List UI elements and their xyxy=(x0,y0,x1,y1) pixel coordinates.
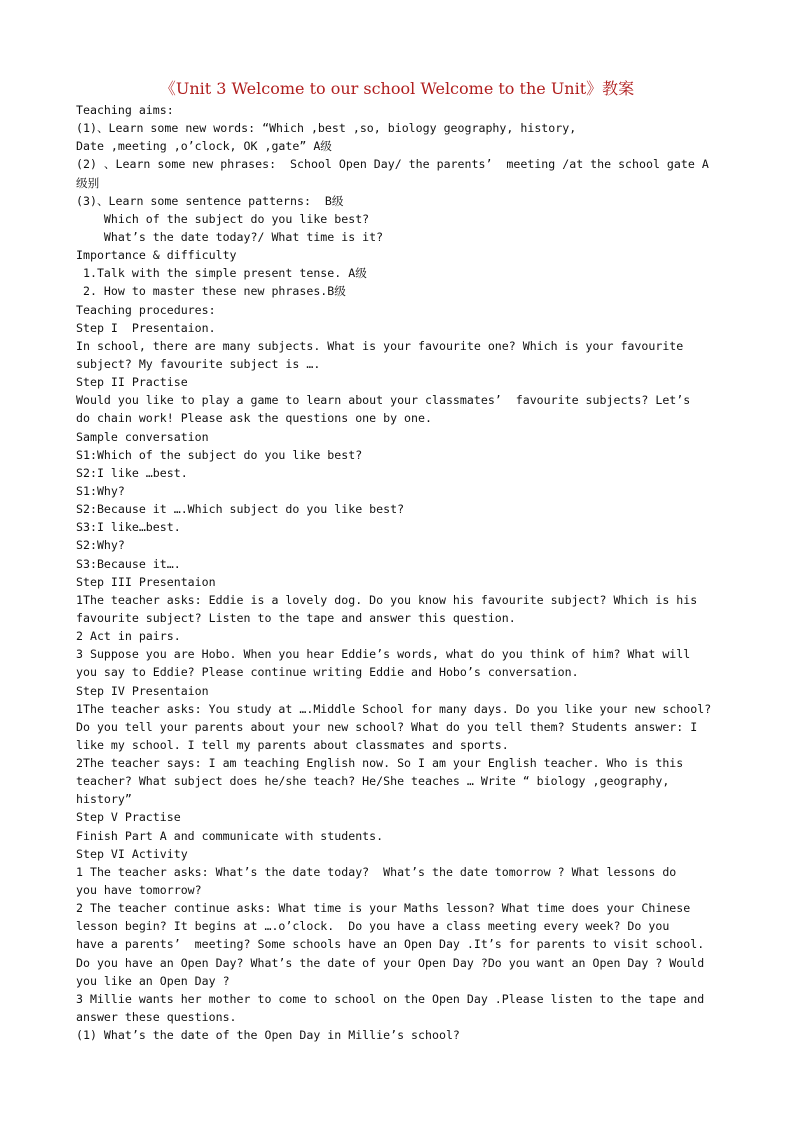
text-line: S2:Why? xyxy=(76,538,125,553)
text-line: Step III Presentaion xyxy=(76,574,216,589)
text-line: Finish Part A and communicate with students. xyxy=(76,828,384,843)
text-line: S3:I like…best. xyxy=(76,520,181,535)
text-line: Step I Presentaion. xyxy=(76,320,216,335)
text-line: Date ,meeting ,o’clock, OK ,gate” A级 xyxy=(76,139,332,154)
text-line: 1The teacher asks: Eddie is a lovely dog. Do you know his favourite subject? Which is his xyxy=(76,592,698,607)
text-line: subject? My favourite subject is …. xyxy=(76,356,321,371)
text-line: favourite subject? Listen to the tape and answer this question. xyxy=(76,610,516,625)
text-line: 2 The teacher continue asks: What time is your Maths lesson? What time does your Chinese xyxy=(76,901,691,916)
text-line: history” xyxy=(76,792,132,807)
text-line: 1 The teacher asks: What’s the date today? What’s the date tomorrow ? What lessons do xyxy=(76,864,677,879)
text-line: Teaching procedures: xyxy=(76,302,216,317)
text-line: S2:I like …best. xyxy=(76,465,188,480)
text-line: you have tomorrow? xyxy=(76,883,202,898)
text-line: Teaching aims: xyxy=(76,103,174,117)
text-line: Would you like to play a game to learn about your classmates’ favourite subjects? Let’s xyxy=(76,393,691,408)
text-line: S3:Because it…. xyxy=(76,556,181,571)
text-line: (1)、Learn some new words: “Which ,best ,so, biology geography, history, xyxy=(76,121,577,136)
text-line: S2:Because it ….Which subject do you like best? xyxy=(76,502,405,517)
document-title: 《Unit 3 Welcome to our school Welcome to the Unit》教案 xyxy=(159,79,635,98)
text-line: Step VI Activity xyxy=(76,846,188,861)
text-line: S1:Which of the subject do you like best? xyxy=(76,447,363,462)
text-line: 1.Talk with the simple present tense. A级 xyxy=(76,266,367,281)
text-line: 2. How to master these new phrases.B级 xyxy=(76,284,346,299)
text-line: In school, there are many subjects. What is your favourite one? Which is your favourite xyxy=(76,338,684,353)
text-line: (1) What’s the date of the Open Day in Millie’s school? xyxy=(76,1028,460,1043)
text-line: Which of the subject do you like best? xyxy=(76,211,370,226)
text-line: teacher? What subject does he/she teach? He/She teaches … Write “ biology ,geography, xyxy=(76,774,670,789)
text-line: 级别 xyxy=(76,175,100,190)
text-line: (3)、Learn some sentence patterns: B级 xyxy=(76,193,344,208)
text-line: have a parents’ meeting? Some schools have an Open Day .It’s for parents to visit school. xyxy=(76,937,705,952)
text-line: 1The teacher asks: You study at ….Middle School for many days. Do you like your new school? xyxy=(76,701,712,716)
text-line: you like an Open Day ? xyxy=(76,973,230,988)
text-line: Do you have an Open Day? What’s the date of your Open Day ?Do you want an Open Day ? Would xyxy=(76,955,705,970)
text-line: do chain work! Please ask the questions one by one. xyxy=(76,411,432,426)
text-line: answer these questions. xyxy=(76,1010,237,1025)
text-line: Step II Practise xyxy=(76,375,188,390)
text-line: you say to Eddie? Please continue writing Eddie and Hobo’s conversation. xyxy=(76,665,579,680)
text-line: (2) 、Learn some new phrases: School Open Day/ the parents’ meeting /at the school gate A xyxy=(76,157,709,172)
text-line: 2The teacher says: I am teaching English now. So I am your English teacher. Who is this xyxy=(76,756,684,771)
text-line: Sample conversation xyxy=(76,429,209,444)
text-line: What’s the date today?/ What time is it? xyxy=(76,229,384,244)
text-line: Importance & difficulty xyxy=(76,248,237,263)
text-line: 2 Act in pairs. xyxy=(76,629,181,644)
text-line: 3 Millie wants her mother to come to school on the Open Day .Please listen to the tape and xyxy=(76,991,705,1006)
text-line: Step IV Presentaion xyxy=(76,683,209,698)
text-line: S1:Why? xyxy=(76,483,125,498)
text-line: 3 Suppose you are Hobo. When you hear Eddie’s words, what do you think of him? What will xyxy=(76,647,691,662)
text-line: lesson begin? It begins at ….o’clock. Do you have a class meeting every week? Do you xyxy=(76,919,670,934)
text-line: like my school. I tell my parents about classmates and sports. xyxy=(76,737,509,752)
document-body xyxy=(76,101,726,1044)
text-line: Step V Practise xyxy=(76,810,181,825)
text-line: Do you tell your parents about your new school? What do you tell them? Students answer: I xyxy=(76,719,698,734)
